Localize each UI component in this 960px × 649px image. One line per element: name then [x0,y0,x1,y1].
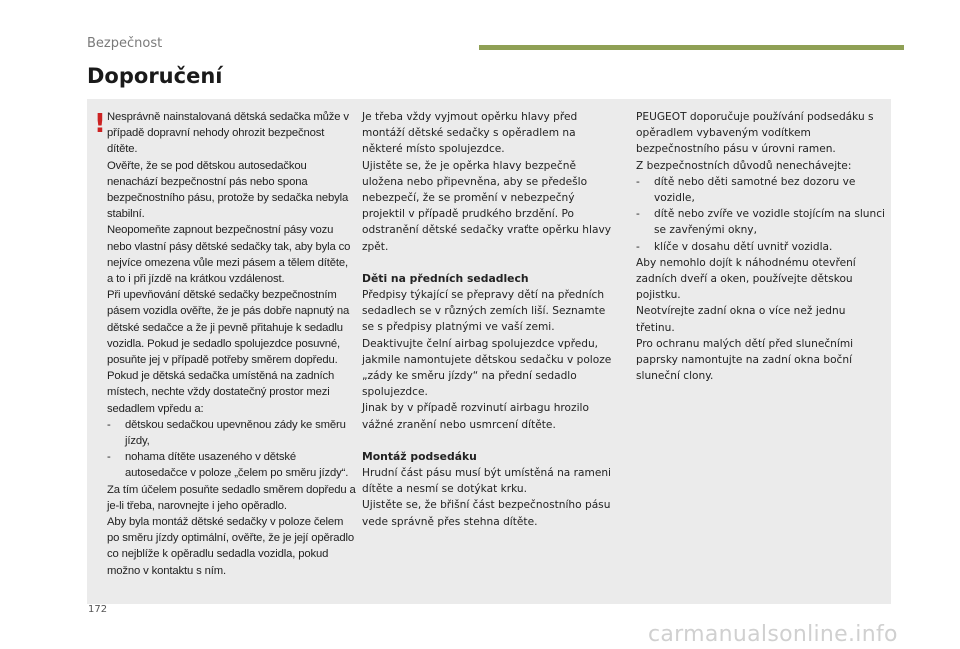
paragraph: Neopomeňte zapnout bezpečnostní pásy vozu nebo vlastní pásy dětské sedačky tak, aby byla co nejvíce omezena vůle mezi pásem a tělem dítěte, a to i při jízdě na krátkou vzdálenost. [107,224,351,286]
paragraph: Aby byla montáž dětské sedačky v poloze čelem po směru jízdy optimální, ověřte, že je její opěradlo co nejblíže k opěradlu sedadla vozidla, pokud možno v kontaktu s ním. [107,516,354,577]
column-left [107,109,357,579]
exclamation-icon: ! [94,109,106,139]
section-rule [479,45,904,50]
subheading-front-seats: Děti na předních sedadlech [362,271,529,285]
paragraph: Pokud je dětská sedačka umístěná na zadních místech, nechte vždy dostatečný prostor mezi sedadlem vpředu a: [107,370,335,415]
list-item [107,417,357,449]
paragraph: Deaktivujte čelní airbag spolujezdce vpředu, jakmile namontujete dětskou sedačku v poloze „zády ke směru jízdy“ na přední sedadlo spolujezdce. [362,337,612,399]
paragraph: Hrudní část pásu musí být umístěná na rameni dítěte a nesmí se dotýkat krku. [362,467,611,496]
subheading-booster: Montáž podsedáku [362,449,477,463]
paragraph: Ověřte, že se pod dětskou autosedačkou nenachází bezpečnostní pás nebo spona bezpečnostního pásu, protože by sedačka nebyla stabilní. [107,159,349,221]
dash-bullet: - [636,240,640,253]
list-item-text: dítě nebo zvíře ve vozidle stojícím na slunci se zavřenými okny, [654,208,885,237]
list-item [636,239,886,255]
list-item [107,449,357,481]
section-label: Bezpečnost [87,36,163,51]
dash-bullet: - [107,451,111,464]
paragraph: Neotvírejte zadní okna o více než jednu třetinu. [636,305,846,334]
paragraph: Aby nemohlo dojít k náhodnému otevření zadních dveří a oken, používejte dětskou pojistku. [636,256,856,302]
dash-bullet: - [107,418,111,431]
list-item-text: dětskou sedačkou upevněnou zády ke směru jízdy, [125,418,346,448]
paragraph: Nesprávně nainstalovaná dětská sedačka může v případě dopravní nehody ohrozit bezpečnost dítěte. [107,111,349,156]
watermark: carmanualsonline.info [648,622,898,647]
paragraph: Je třeba vždy vyjmout opěrku hlavy před montáží dětské sedačky s opěradlem na některé místo spolujezdce. [362,111,578,156]
page-number: 172 [88,604,108,615]
column-middle [362,109,612,530]
paragraph: Ujistěte se, že je opěrka hlavy bezpečně uložena nebo připevněna, aby se předešlo nebezpečí, že se promění v nebezpečný projektil v případě prudkého brzdění. Po odstranění dětské sedačky vraťte opěrku hlavy zpět. [362,159,611,253]
page-title: Doporučení [87,64,223,88]
paragraph: Při upevňování dětské sedačky bezpečnostním pásem vozidla ověřte, že je pás dobře napnutý na dětské sedačce a že ji pevně přitahuje k sedadlu vozidla. Pokud je sedadlo spolujezdce posuvné, posuňte jej v případě potřeby směrem dopředu. [107,289,350,367]
list-item [636,206,886,238]
paragraph: Jinak by v případě rozvinutí airbagu hrozilo vážné zranění nebo usmrcení dítěte. [362,402,589,431]
list-item-text: dítě nebo děti samotné bez dozoru ve vozidle, [654,175,856,205]
list-item-text: klíče v dosahu dětí uvnitř vozidla. [654,240,833,253]
dash-bullet: - [636,175,640,188]
paragraph: Za tím účelem posuňte sedadlo směrem dopředu a je-li třeba, narovnejte i jeho opěradlo. [107,483,356,512]
paragraph: Předpisy týkající se přepravy dětí na předních sedadlech se v různých zemích liší. Seznamte se s předpisy platnými ve vaší zemi. [362,289,606,334]
paragraph: Ujistěte se, že břišní část bezpečnostního pásu vede správně přes stehna dítěte. [362,499,611,528]
dash-bullet: - [636,208,640,221]
list-item-text: nohama dítěte usazeného v dětské autosedačce v poloze „čelem po směru jízdy“. [125,451,349,480]
paragraph: PEUGEOT doporučuje používání podsedáku s opěradlem vybaveným vodítkem bezpečnostního pásu v úrovni ramen. [636,111,874,156]
paragraph: Pro ochranu malých dětí před slunečními paprsky namontujte na zadní okna boční sluneční clony. [636,337,854,383]
paragraph: Z bezpečnostních důvodů nenechávejte: [636,159,852,172]
list-item [636,174,886,206]
column-right [636,109,886,384]
